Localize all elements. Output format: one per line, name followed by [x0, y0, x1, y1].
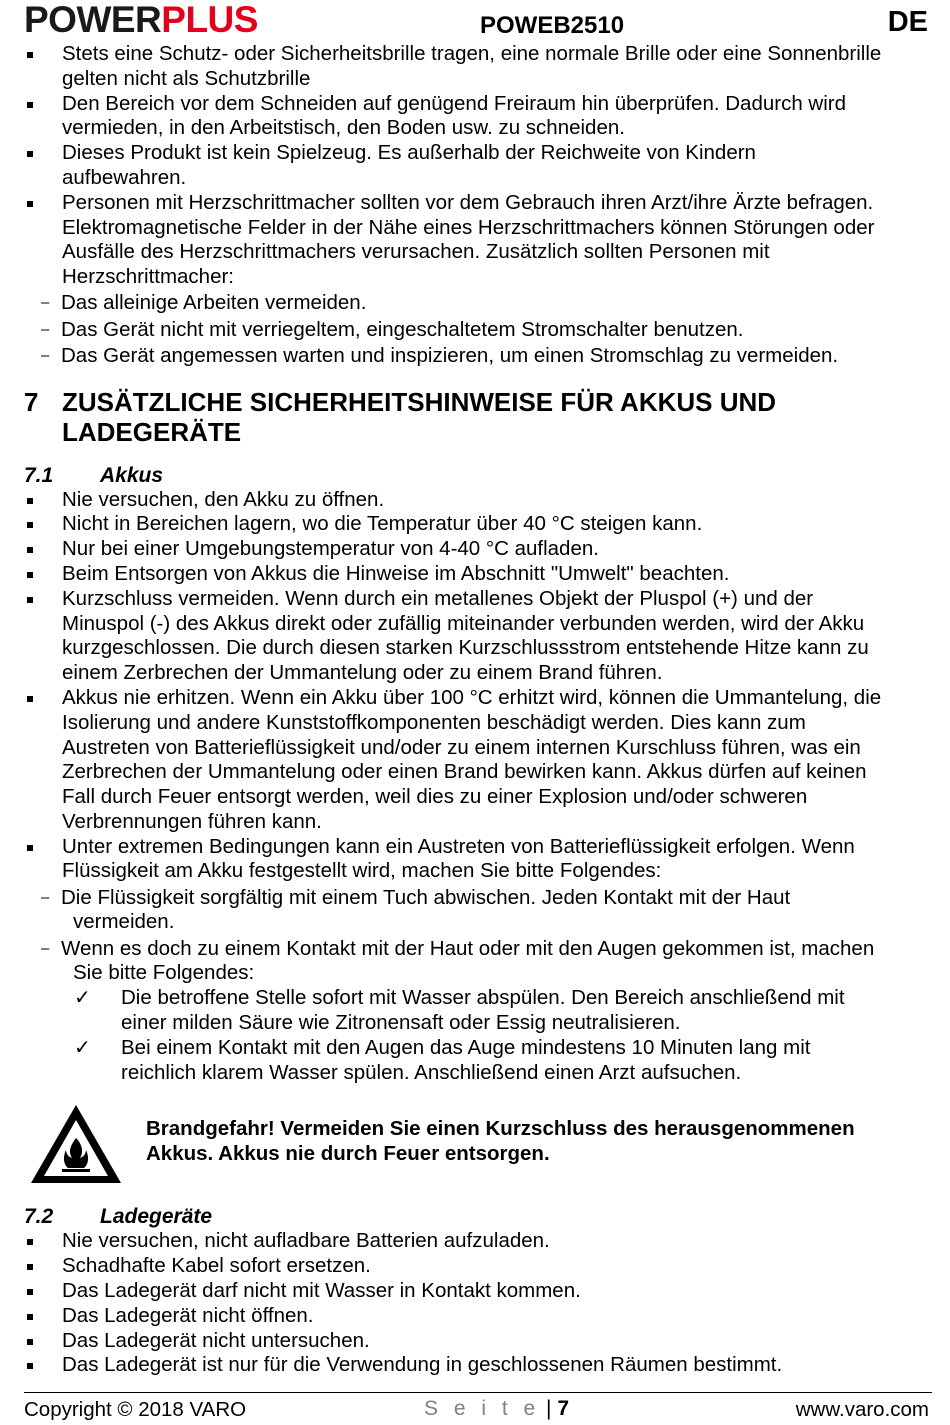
dash-item: – Die Flüssigkeit sorgfältig mit einem Tuch abwischen. Jeden Kontakt mit der Haut vermeiden. — [24, 886, 932, 936]
list-item: Dieses Produkt ist kein Spielzeug. Es außerhalb der Reichweite von Kindern aufbewahren. — [24, 141, 932, 191]
list-item: Unter extremen Bedingungen kann ein Austreten von Batterieflüssigkeit erfolgen. Wenn Flüssigkeit am Akku festgestellt wird, machen Sie bitte Folgendes: — [24, 835, 932, 885]
list-item: Akkus nie erhitzen. Wenn ein Akku über 100 °C erhitzt wird, können die Ummantelung, die Isolierung und andere Kunststoffkomponenten beschädigt werden. Dies kann zum Austreten von Batterieflüssigkeit und/oder zu einem internen Kurschluss führen, was ein Zerbrechen der Ummantelung oder einen Brand bewirken kann. Akkus dürfen auf keinen Fall durch Feuer entsorgt werden, weil dies zu einer Explosion und/oder schweren Verbrennungen führen kann. — [24, 686, 932, 835]
list-item: Nicht in Bereichen lagern, wo die Temperatur über 40 °C steigen kann. — [24, 512, 932, 537]
page-header — [24, 0, 932, 40]
flammable-warning-icon — [28, 1102, 124, 1186]
list-item: Personen mit Herzschrittmacher sollten vor dem Gebrauch ihren Arzt/ihre Ärzte befragen. Elektromagnetische Felder in der Nähe eines Herzschrittmachers können Störungen oder Ausfälle des Herzschrittmachers verursachen. Zusätzlich sollten Personen mit Herzschrittmacher: — [24, 191, 932, 290]
dash-item: – Das Gerät angemessen warten und inspizieren, um einen Stromschlag zu vermeiden. — [24, 344, 932, 369]
check-item: ✓ Die betroffene Stelle sofort mit Wasser abspülen. Den Bereich anschließend mit einer milden Säure wie Zitronensaft oder Essig neutralisieren. — [24, 986, 932, 1036]
list-item: Den Bereich vor dem Schneiden auf genügend Freiraum hin überprüfen. Dadurch wird vermieden, in den Arbeitstisch, den Boden usw. zu schneiden. — [24, 92, 932, 142]
copyright: Copyright © 2018 VARO — [24, 1398, 247, 1421]
section-heading: 7 ZUSÄTZLICHE SICHERHEITSHINWEISE FÜR AKKUS UND LADEGERÄTE — [24, 386, 777, 447]
dash-item: – Wenn es doch zu einem Kontakt mit der Haut oder mit den Augen gekommen ist, machen Sie bitte Folgendes: — [24, 937, 932, 987]
list-item: Das Ladegerät darf nicht mit Wasser in Kontakt kommen. — [24, 1279, 932, 1304]
list-item: Nie versuchen, nicht aufladbare Batterien aufzuladen. — [24, 1229, 932, 1254]
list-item: Stets eine Schutz- oder Sicherheitsbrille tragen, eine normale Brille oder eine Sonnenbrille gelten nicht als Schutzbrille — [24, 42, 932, 92]
list-item: Nur bei einer Umgebungstemperatur von 4-40 °C aufladen. — [24, 537, 932, 562]
dash-item: – Das alleinige Arbeiten vermeiden. — [24, 291, 932, 316]
dash-item: – Das Gerät nicht mit verriegeltem, eingeschaltetem Stromschalter benutzen. — [24, 318, 932, 343]
list-item: Das Ladegerät ist nur für die Verwendung in geschlossenen Räumen bestimmt. — [24, 1353, 932, 1378]
page-content — [24, 42, 932, 1378]
fire-warning-notice: Brandgefahr! Vermeiden Sie einen Kurzschluss des herausgenommenen Akkus. Akkus nie durch Feuer entsorgen. — [24, 1102, 932, 1192]
check-item: ✓ Bei einem Kontakt mit den Augen das Auge mindestens 10 Minuten lang mit reichlich klarem Wasser spülen. Anschließend einen Arzt aufsuchen. — [24, 1036, 932, 1086]
list-item: Kurzschluss vermeiden. Wenn durch ein metallenes Objekt der Pluspol (+) und der Minuspol (-) des Akkus direkt oder zufällig miteinander verbunden werden, wird der Akku kurzgeschlossen. Die durch diesen starken Kurzschlussstrom entstehende Hitze kann zu einem Zerbrechen der Ummantelung oder zu einem Brand führen. — [24, 587, 932, 686]
list-item: Beim Entsorgen von Akkus die Hinweise im Abschnitt "Umwelt" beachten. — [24, 562, 932, 587]
list-item: Schadhafte Kabel sofort ersetzen. — [24, 1254, 932, 1279]
model-number: POWEB2510 — [480, 12, 625, 39]
list-item: Das Ladegerät nicht untersuchen. — [24, 1329, 932, 1354]
list-item: Nie versuchen, den Akku zu öffnen. — [24, 488, 932, 513]
page-indicator: S e i t e | 7 — [424, 1397, 570, 1420]
subsection-heading: 7.1 Akkus — [24, 463, 164, 487]
subsection-heading: 7.2 Ladegeräte — [24, 1205, 213, 1229]
language-code: DE — [887, 6, 928, 38]
list-item: Das Ladegerät nicht öffnen. — [24, 1304, 932, 1329]
brand-logo: POWERPLUS — [24, 0, 258, 40]
website-link[interactable]: www.varo.com — [795, 1398, 929, 1421]
page-footer — [24, 1392, 932, 1425]
